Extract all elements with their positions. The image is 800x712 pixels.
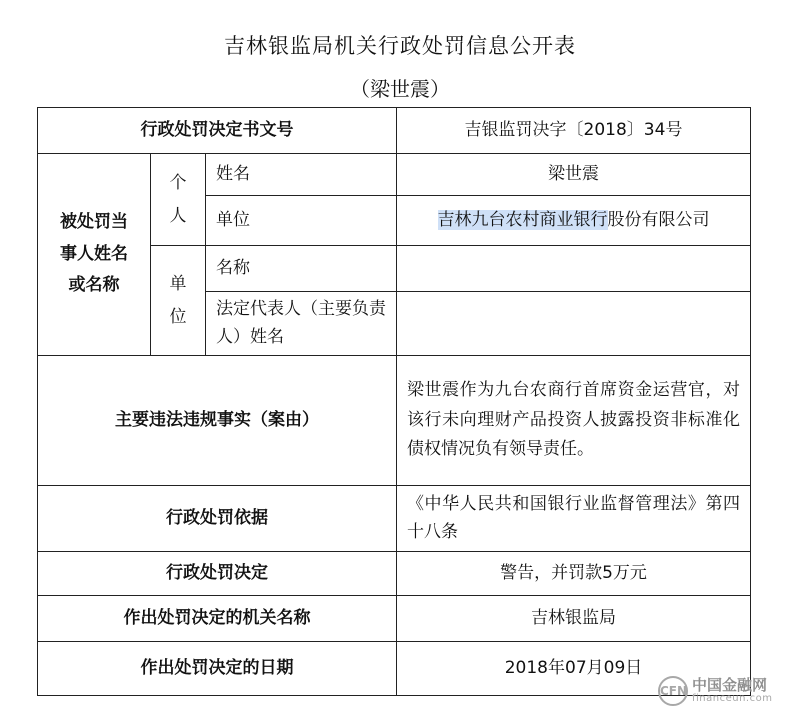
- decision-label: 行政处罚决定: [38, 552, 397, 596]
- table-row: [38, 108, 751, 154]
- authority-value: 吉林银监局: [397, 596, 751, 642]
- individual-char: 个: [169, 173, 187, 194]
- legal-rep-label: 法定代表人（主要负责人）姓名: [206, 292, 397, 356]
- party-label: [38, 154, 151, 356]
- facts-value: 梁世震作为九台农商行首席资金运营官，对该行未向理财产品投资人披露投资非标准化债权情况负有领导责任。: [397, 356, 751, 486]
- decision-value: 警告，并罚款5万元: [397, 552, 751, 596]
- org-label: [151, 246, 206, 356]
- date-label: 作出处罚决定的日期: [38, 642, 397, 696]
- org-char: 单: [169, 274, 187, 295]
- watermark-logo-icon: CFN: [658, 676, 688, 706]
- basis-label: 行政处罚依据: [38, 486, 397, 552]
- doc-number-label: 行政处罚决定书文号: [38, 108, 397, 154]
- watermark: [658, 674, 788, 708]
- watermark-domain: financeun.com: [692, 693, 773, 704]
- org-char: 位: [169, 306, 187, 327]
- name-label: 姓名: [206, 154, 397, 196]
- name-value: 梁世震: [397, 154, 751, 196]
- org-name-label: 名称: [206, 246, 397, 292]
- table-row: [38, 486, 751, 552]
- table-row: [38, 596, 751, 642]
- penalty-info-table: [37, 107, 751, 696]
- org-name-value: [397, 246, 751, 292]
- date-value: 2018年07月09日: [397, 642, 751, 696]
- page-subtitle: （梁世震）: [350, 77, 450, 101]
- individual-label: [151, 154, 206, 246]
- basis-value: 《中华人民共和国银行业监督管理法》第四十八条: [397, 486, 751, 552]
- unit-value-rest: 股份有限公司: [607, 209, 710, 230]
- table-row: [38, 154, 751, 196]
- doc-number-value: 吉银监罚决字〔2018〕34号: [397, 108, 751, 154]
- facts-label: 主要违法违规事实（案由）: [38, 356, 397, 486]
- unit-value-highlight: 吉林九台农村商业银行: [437, 209, 608, 230]
- table-row: [38, 356, 751, 486]
- table-row: [38, 642, 751, 696]
- party-label-line: 被处罚当: [60, 212, 128, 233]
- watermark-name: 中国金融网: [692, 676, 768, 694]
- unit-label: 单位: [206, 196, 397, 246]
- party-label-line: 或名称: [68, 275, 120, 296]
- page-title: 吉林银监局机关行政处罚信息公开表: [224, 34, 576, 58]
- individual-char: 人: [169, 205, 187, 226]
- authority-label: 作出处罚决定的机关名称: [38, 596, 397, 642]
- table-row: [38, 552, 751, 596]
- legal-rep-value: [397, 292, 751, 356]
- party-label-line: 事人姓名: [60, 243, 128, 264]
- unit-value: [397, 196, 751, 246]
